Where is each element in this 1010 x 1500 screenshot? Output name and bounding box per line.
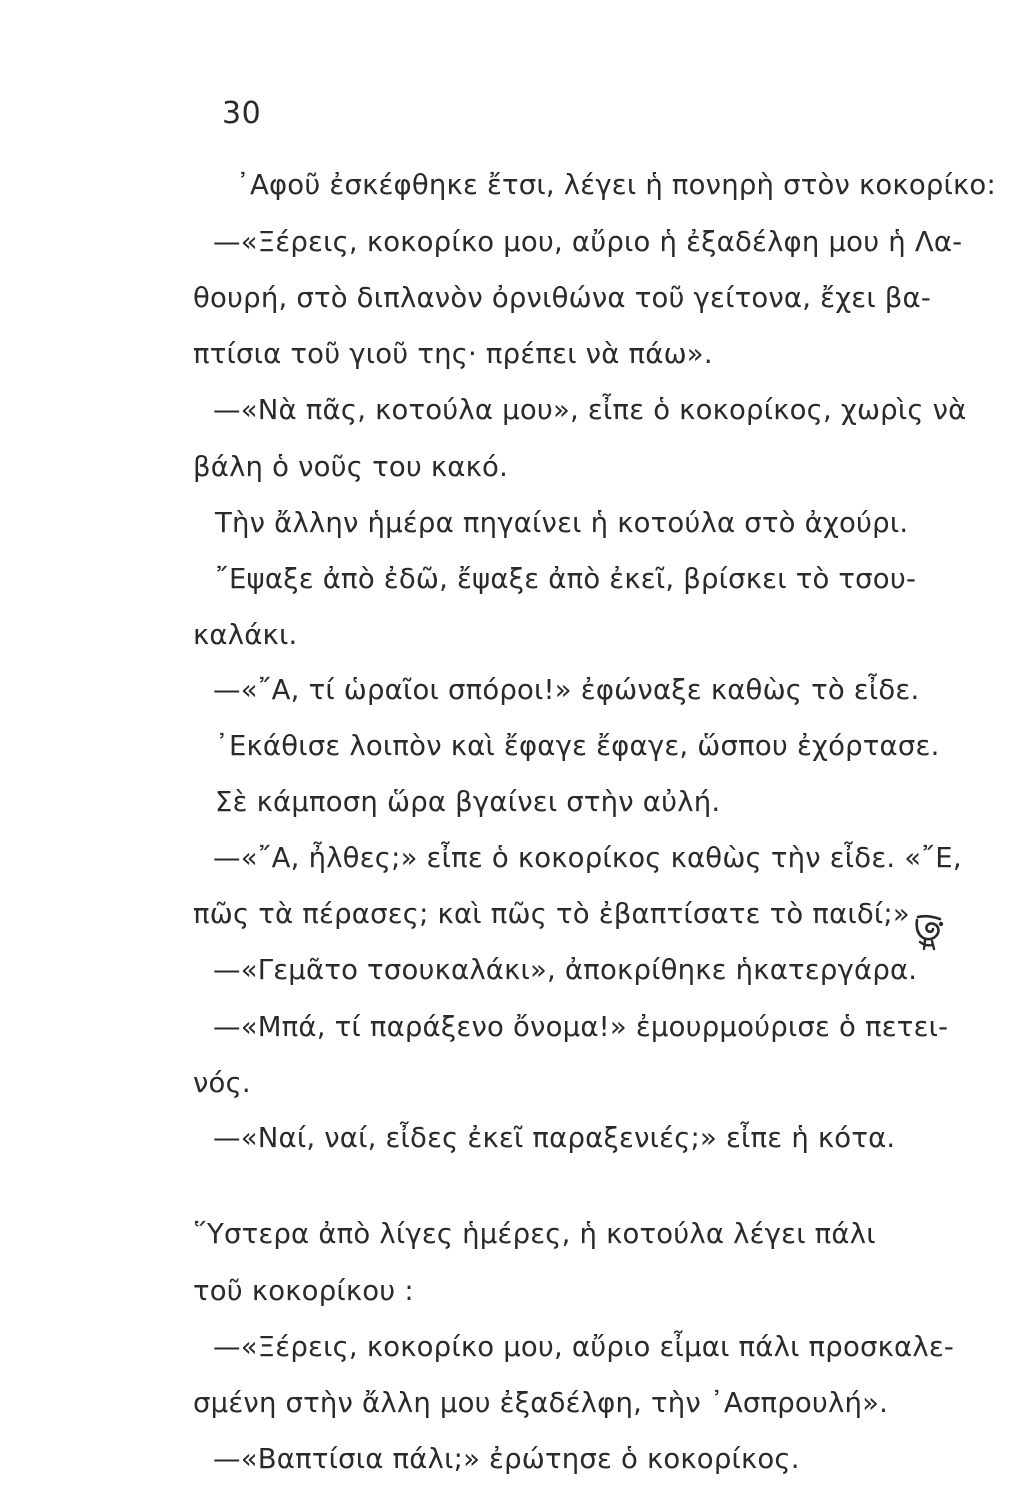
text-line: —«Μπά, τί παράξενο ὄνομα!» ἐμουρμούρισε ὁ πετει-: [213, 1011, 949, 1043]
text-line: πτίσια τοῦ γιοῦ της· πρέπει νὰ πάω».: [193, 338, 713, 370]
text-line: νός.: [193, 1067, 251, 1099]
text-line: —«Ξέρεις, κοκορίκο μου, αὔριο ἡ ἐξαδέλφη μου ἡ Λα-: [213, 226, 963, 258]
section-ornament-icon: [912, 914, 946, 952]
text-line: Σὲ κάμποση ὥρα βγαίνει στὴν αὐλή.: [215, 786, 721, 818]
text-line: —«῎Α, ἦλθες;» εἶπε ὁ κοκορίκος καθὼς τὴν εἶδε. «῎Ε,: [213, 842, 962, 874]
text-line: ῞Υστερα ἀπὸ λίγες ἡμέρες, ἡ κοτούλα λέγει πάλι: [193, 1218, 876, 1250]
text-line: —«῎Α, τί ὡραῖοι σπόροι!» ἐφώναξε καθὼς τὸ εἶδε.: [213, 674, 920, 706]
text-line: θουρή, στὸ διπλανὸν ὀρνιθώνα τοῦ γείτονα, ἔχει βα-: [193, 282, 931, 314]
text-line: —«Ναί, ναί, εἶδες ἐκεῖ παραξενιές;» εἶπε ἡ κότα.: [213, 1122, 896, 1154]
text-line: ᾿Εκάθισε λοιπὸν καὶ ἔφαγε ἔφαγε, ὥσπου ἐχόρτασε.: [215, 730, 940, 762]
text-line: καλάκι.: [193, 619, 298, 651]
text-line: —«Γεμᾶτο τσουκαλάκι», ἀποκρίθηκε ἡκατεργάρα.: [213, 954, 918, 986]
text-line: —«Ξέρεις, κοκορίκο μου, αὔριο εἶμαι πάλι προσκαλε-: [213, 1331, 955, 1363]
text-line: —«Νὰ πᾶς, κοτούλα μου», εἶπε ὁ κοκορίκος, χωρὶς νὰ: [213, 394, 967, 426]
text-line: πῶς τὰ πέρασες; καὶ πῶς τὸ ἐβαπτίσατε τὸ παιδί;»: [193, 898, 910, 930]
text-line: τοῦ κοκορίκου :: [193, 1275, 414, 1307]
text-line: ᾿Αφοῦ ἐσκέφθηκε ἔτσι, λέγει ἡ πονηρὴ στὸν κοκορίκο:: [236, 169, 996, 201]
page-number: 30: [222, 96, 262, 131]
text-line: βάλη ὁ νοῦς του κακό.: [193, 451, 509, 483]
text-line: ῎Εψαξε ἀπὸ ἐδῶ, ἔψαξε ἀπὸ ἐκεῖ, βρίσκει τὸ τσου-: [215, 563, 917, 595]
text-line: σμένη στὴν ἄλλη μου ἐξαδέλφη, τὴν ᾿Ασπρουλή».: [193, 1387, 889, 1419]
text-line: Τὴν ἄλλην ἡμέρα πηγαίνει ἡ κοτούλα στὸ ἀχούρι.: [215, 507, 909, 539]
text-line: —«Βαπτίσια πάλι;» ἐρώτησε ὁ κοκορίκος.: [213, 1443, 800, 1475]
